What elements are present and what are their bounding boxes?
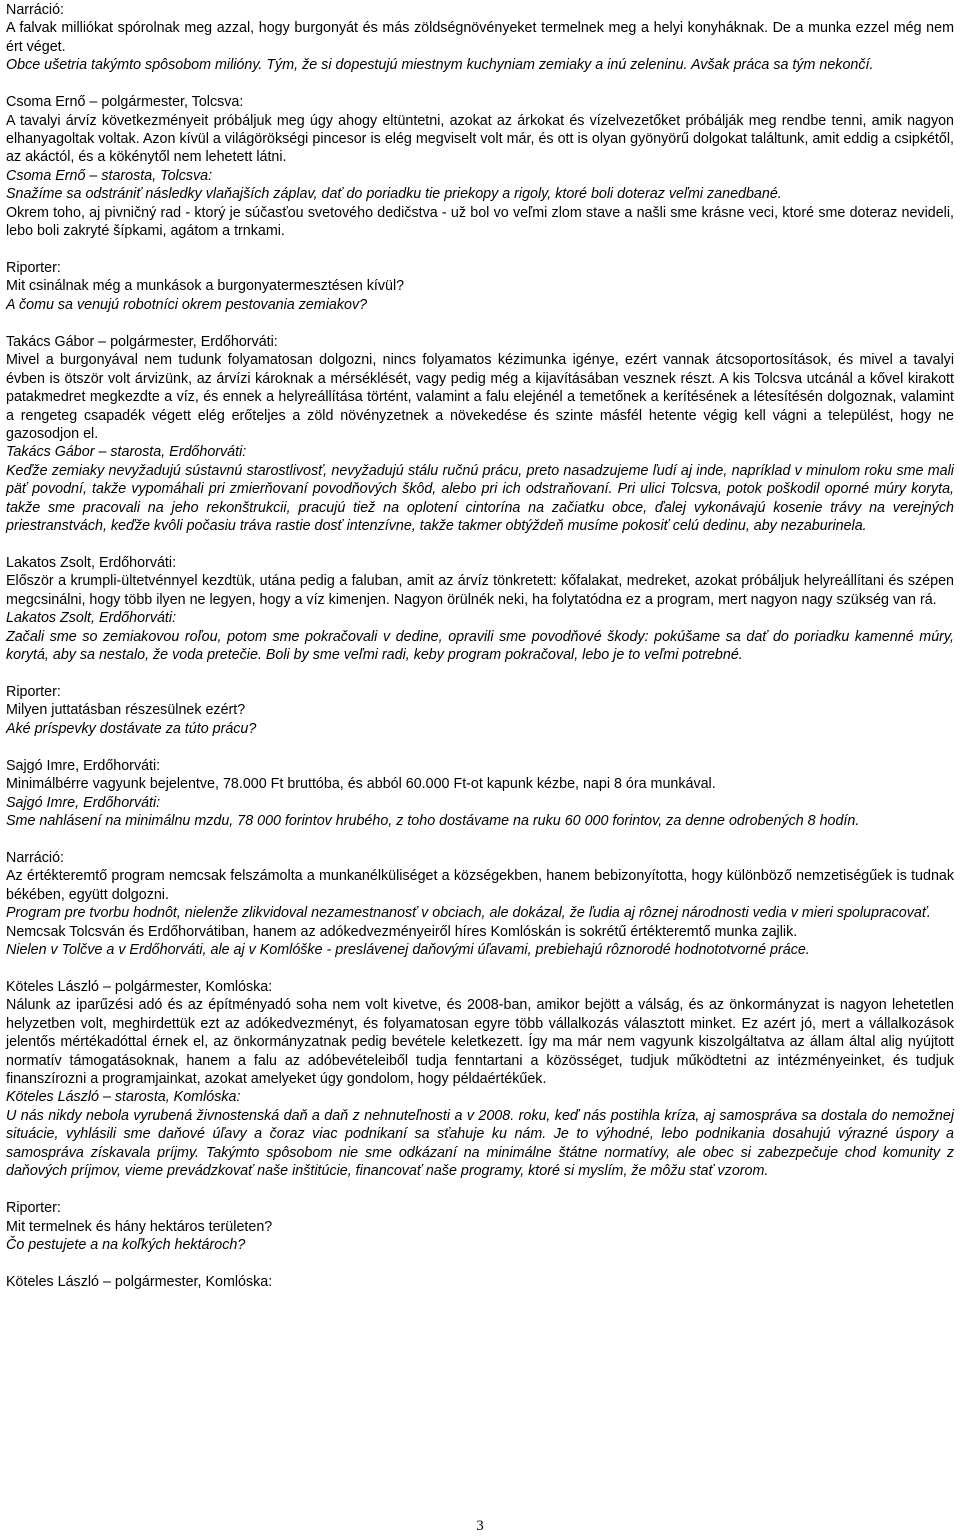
speaker-label: Sajgó Imre, Erdőhorváti: <box>6 757 161 774</box>
slovak-paragraph: Sajgó Imre, Erdőhorváti: <box>6 794 161 811</box>
transcript-segment <box>6 1199 954 1254</box>
transcript-segment <box>6 683 954 738</box>
hungarian-paragraph: Okrem toho, aj pivničný rad - ktorý je súčasťou svetového dedičstva - už bol vo veľmi zlom stave a našli sme krásne veci, ktoré sme doteraz nevideli, lebo boli zakryté šípkami, agátom a trnkami. <box>6 204 954 240</box>
hungarian-paragraph: Milyen juttatásban részesülnek ezért? <box>6 702 246 719</box>
speaker-label: Riporter: <box>6 683 61 700</box>
slovak-paragraph: Program pre tvorbu hodnôt, nielenže zlikvidoval nezamestnanosť v obciach, ale dokázal, že ľudia aj rôznej národnosti vedia v mieri spolupracovať. <box>6 905 931 922</box>
slovak-paragraph: Snažíme sa odstrániť následky vlaňajších záplav, dať do poriadku tie priekopy a rigoly, ktoré boli doteraz veľmi zanedbané. <box>6 186 782 203</box>
speaker-label: Narráció: <box>6 850 64 866</box>
slovak-paragraph: Obce ušetria takýmto spôsobom milióny. Tým, že si dopestujú miestnym kuchyniam zemiaky a inú zeleninu. Avšak práca sa tým nekončí. <box>6 57 874 74</box>
transcript-segment <box>6 757 954 831</box>
transcript-body <box>6 1 954 1291</box>
hungarian-paragraph: Az értékteremtő program nemcsak felszámolta a munkanélküliséget a községekben, hanem bebizonyította, hogy különböző nemzetiségűek is tudnak békében, együtt dolgozni. <box>6 868 954 903</box>
hungarian-paragraph: Mit termelnek és hány hektáros területen? <box>6 1218 273 1235</box>
slovak-paragraph: Takács Gábor – starosta, Erdőhorváti: <box>6 444 247 461</box>
hungarian-paragraph: Minimálbérre vagyunk bejelentve, 78.000 Ft bruttóba, és abból 60.000 Ft-ot kapunk kézbe, napi 8 óra munkával. <box>6 776 716 793</box>
slovak-paragraph: A čomu sa venujú robotníci okrem pestovania zemiakov? <box>6 296 368 313</box>
page-number: 3 <box>476 1518 484 1534</box>
slovak-paragraph: Keďže zemiaky nevyžadujú sústavnú starostlivosť, nevyžadujú stálu ručnú prácu, preto nasadzujeme ľudí aj inde, napríklad v minulom roku sme mali päť povodní, takže vypomáhali pri zmierňovaní povodňových škôd, alebo pri ich odstraňovaní. Pri ulici Tolcsva, potok poškodil oporné múry koryta, takže sme pracovali na jeho rekonštrukcii, pracujú tiež na oplotení cintorína na začiatku obce, ďalej vykonávajú kosenie trávy na verejných priestranstvách, keďže kvôli počasiu tráva rastie dosť intenzívne, takže takmer obtýždeň musíme pokosiť celú dedinu, aby nezaburinela. <box>6 462 954 534</box>
hungarian-paragraph: Mit csinálnak még a munkások a burgonyatermesztésen kívül? <box>6 278 405 295</box>
speaker-label: Köteles László – polgármester, Komlóska: <box>6 979 273 996</box>
transcript-segment <box>6 849 954 959</box>
speaker-label: Narráció: <box>6 2 64 18</box>
speaker-label: Lakatos Zsolt, Erdőhorváti: <box>6 554 177 571</box>
slovak-paragraph: Čo pestujete a na koľkých hektároch? <box>6 1236 246 1253</box>
transcript-segment <box>6 1 954 75</box>
transcript-segment <box>6 333 954 535</box>
transcript-segment <box>6 1273 954 1291</box>
slovak-paragraph: U nás nikdy nebola vyrubená živnostenská daň a daň z nehnuteľnosti a v 2008. roku, keď nás postihla kríza, aj samospráva sa dostala do nemožnej situácie, vyhlásili sme daňové úľavy a čoraz viac podnikaní sa sťahuje ku nám. Je to výhodné, lebo podnikania dosahujú výrazné úspory a samospráva získavala príjmy. Takýmto spôsobom nie sme odkázaní na minimálne štátne normatívy, ale obec si zabezpečuje chod komunity z daňových príjmov, vieme prevádzkovať naše inštitúcie, financovať naše programy, ktoré si myslím, že môžu stať vzorom. <box>6 1107 954 1180</box>
transcript-segment <box>6 554 954 664</box>
slovak-paragraph: Aké príspevky dostávate za túto prácu? <box>6 720 257 737</box>
transcript-segment <box>6 978 954 1180</box>
hungarian-paragraph: Először a krumpli-ültetvénnyel kezdtük, utána pedig a faluban, amit az árvíz tönkretett: kőfalakat, medreket, azokat próbáljuk helyreállítani és szépen megcsinálni, hogy több ilyen ne legyen, hogy a víz kimenjen. Nagyon örülnék neki, ha folytatódna ez a program, mert nagyon nagy szükség van rá. <box>6 573 954 608</box>
slovak-paragraph: Köteles László – starosta, Komlóska: <box>6 1089 241 1106</box>
slovak-paragraph: Csoma Ernő – starosta, Tolcsva: <box>6 167 213 184</box>
slovak-paragraph: Začali sme so zemiakovou roľou, potom sme pokračovali v dedine, opravili sme povodňové škody: pokúšame sa dať do poriadku kamenné múry, korytá, aby sa nestalo, že voda pretečie. Boli by sme veľmi radi, keby program pokračoval, lebo je to veľmi potrebné. <box>6 628 954 663</box>
slovak-paragraph: Lakatos Zsolt, Erdőhorváti: <box>6 610 177 627</box>
slovak-paragraph: Sme nahlásení na minimálnu mzdu, 78 000 forintov hrubého, z toho dostávame na ruku 60 000 forintov, za denne odrobených 8 hodín. <box>6 813 860 829</box>
hungarian-paragraph: A falvak milliókat spórolnak meg azzal, hogy burgonyát és más zöldségnövényeket termelnek meg a helyi konyháknak. De a munka ezzel még nem ért véget. <box>6 20 954 55</box>
speaker-label: Takács Gábor – polgármester, Erdőhorváti: <box>6 333 278 350</box>
speaker-label: Riporter: <box>6 260 61 277</box>
speaker-label: Csoma Ernő – polgármester, Tolcsva: <box>6 94 244 111</box>
slovak-paragraph: Nielen v Tolčve a v Erdőhorváti, ale aj v Komlóške - preslávenej daňovými úľavami, prebiehajú rôznorodé hodnototvorné práce. <box>6 942 810 959</box>
hungarian-paragraph: Nemcsak Tolcsván és Erdőhorvátiban, hanem az adókedvezményeiről híres Komlóskán is sokrétű értékteremtő munka zajlik. <box>6 923 798 940</box>
speaker-label: Köteles László – polgármester, Komlóska: <box>6 1273 273 1290</box>
hungarian-paragraph: Mivel a burgonyával nem tudunk folyamatosan dolgozni, nincs folyamatos kézimunka igénye, ezért vannak átcsoportosítások, és mivel a tavalyi évben is ötször volt árvizünk, az árvízi károknak a mérséklését, vagy pedig még a kijavításában vesznek részt. A kis Tolcsva utcánál a kővel kirakott patakmedret megkezdte a víz, és ennek a helyreállítása történt, valamint a falu elejénél a temetőnek a kerítésének a létesítésén dolgoznak, valamint a rengeteg csapadék végett elég erőteljes a zöld növényzetnek a növekedése és szinte másfél hetente végig kell vágni a települést, hogy ne gazosodjon el. <box>6 352 954 442</box>
hungarian-paragraph: Nálunk az iparűzési adó és az építményadó soha nem volt kivetve, és 2008-ban, amikor bejött a válság, és az önkormányzat is nagyon lehetetlen helyzetben volt, meghirdettük ezt az adókedvezményt, és folyamatosan egyre több vállalkozás választott minket. Ez azért jó, mert a vállalkozások jelentős mértékadóttal érnek el, az önkormányzatnak pedig bevétele keletkezett. Így ma már nem vagyunk kiszolgáltatva az állam által alig nyújtott normatív támogatásoknak, hanem a falu az adóbevételeiből tudja fenntartani a közösséget, tudjuk működtetni az intézményeinket, és tudjuk finanszírozni a programjainkat, azokat amelyeket úgy gondolom, hogy példaértékűek. <box>6 997 954 1088</box>
hungarian-paragraph: A tavalyi árvíz következményeit próbáljuk meg úgy ahogy eltüntetni, azokat az árkokat és vízelvezetőket próbálják meg rendbe tenni, amik nagyon elhanyagoltak voltak. Azon kívül a világörökségi pincesor is elég megviselt volt már, és ott is olyan gyönyörű dolgokat találtunk, amit eddig a csipkétől, az akáctól, és a kökénytől nem lehetett látni. <box>6 112 954 166</box>
speaker-label: Riporter: <box>6 1200 61 1217</box>
transcript-segment <box>6 259 954 314</box>
transcript-segment <box>6 93 954 240</box>
